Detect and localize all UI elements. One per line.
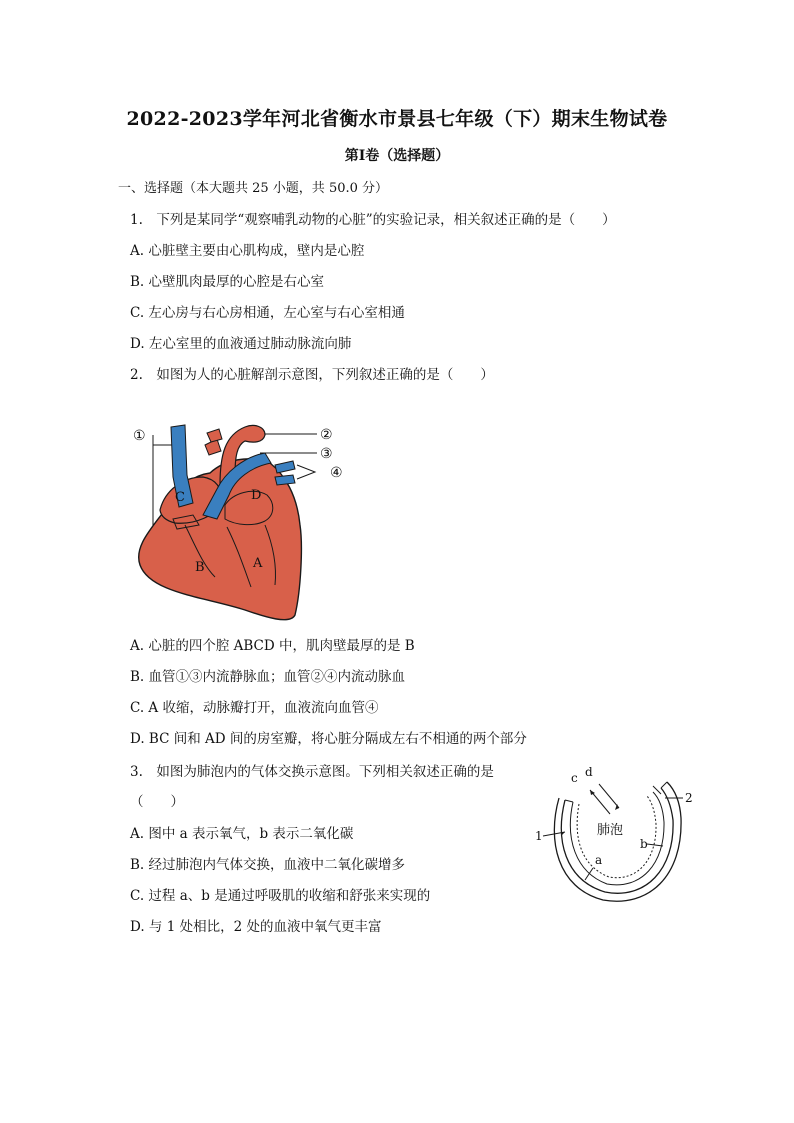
- q3-stem: 3. 如图为肺泡内的气体交换示意图。下列相关叙述正确的是: [130, 764, 494, 780]
- q3-option-b: B. 经过肺泡内气体交换，血液中二氧化碳增多: [130, 857, 406, 873]
- q2-option-b: B. 血管①③内流静脉血；血管②④内流动脉血: [130, 669, 406, 685]
- q3-option-d: D. 与 1 处相比，2 处的血液中氧气更丰富: [130, 919, 382, 935]
- chamber-a-label: A: [253, 556, 263, 571]
- q2-option-d: D. BC 间和 AD 间的房室瓣，将心脏分隔成左右不相通的两个部分: [130, 731, 527, 747]
- heart-diagram: [125, 415, 355, 625]
- label-1: 1: [535, 829, 543, 843]
- q2-option-c: C. A 收缩，动脉瓣打开，血液流向血管④: [130, 700, 379, 716]
- label-2: 2: [685, 791, 693, 805]
- alveolus-diagram: [535, 760, 700, 910]
- q3-stem-cont: （ ）: [130, 794, 184, 810]
- section-heading: 一、选择题（本大题共 25 小题，共 50.0 分）: [118, 181, 389, 196]
- q1-option-c: C. 左心房与右心房相通，左心室与右心室相通: [130, 305, 405, 321]
- label-d: d: [585, 765, 593, 779]
- page-subtitle: 第Ⅰ卷（选择题）: [344, 148, 450, 164]
- vessel-3-label: ③: [320, 446, 333, 462]
- chamber-d-label: D: [251, 488, 262, 503]
- vessel-1-label: ①: [133, 428, 146, 444]
- label-a: a: [595, 853, 603, 867]
- q1-option-a: A. 心脏壁主要由心肌构成，壁内是心腔: [130, 243, 365, 259]
- chamber-b-label: B: [195, 560, 205, 575]
- q1-option-d: D. 左心室里的血液通过肺动脉流向肺: [130, 336, 352, 352]
- q2-stem: 2. 如图为人的心脏解剖示意图，下列叙述正确的是（ ）: [130, 367, 494, 383]
- label-c: c: [571, 771, 578, 785]
- q3-option-c: C. 过程 a、b 是通过呼吸肌的收缩和舒张来实现的: [130, 888, 431, 904]
- q1-option-b: B. 心壁肌肉最厚的心腔是右心室: [130, 274, 325, 290]
- q3-option-a: A. 图中 a 表示氧气，b 表示二氧化碳: [130, 826, 354, 842]
- vessel-4-label: ④: [330, 465, 343, 481]
- q2-option-a: A. 心脏的四个腔 ABCD 中，肌肉壁最厚的是 B: [130, 638, 415, 654]
- chamber-c-label: C: [175, 490, 185, 505]
- q1-stem: 1. 下列是某同学“观察哺乳动物的心脏”的实验记录，相关叙述正确的是（ ）: [130, 212, 616, 228]
- page-title: 2022-2023学年河北省衡水市景县七年级（下）期末生物试卷: [126, 108, 668, 130]
- alveolus-label: 肺泡: [597, 823, 624, 838]
- label-b: b: [640, 837, 648, 851]
- vessel-2-label: ②: [320, 427, 333, 443]
